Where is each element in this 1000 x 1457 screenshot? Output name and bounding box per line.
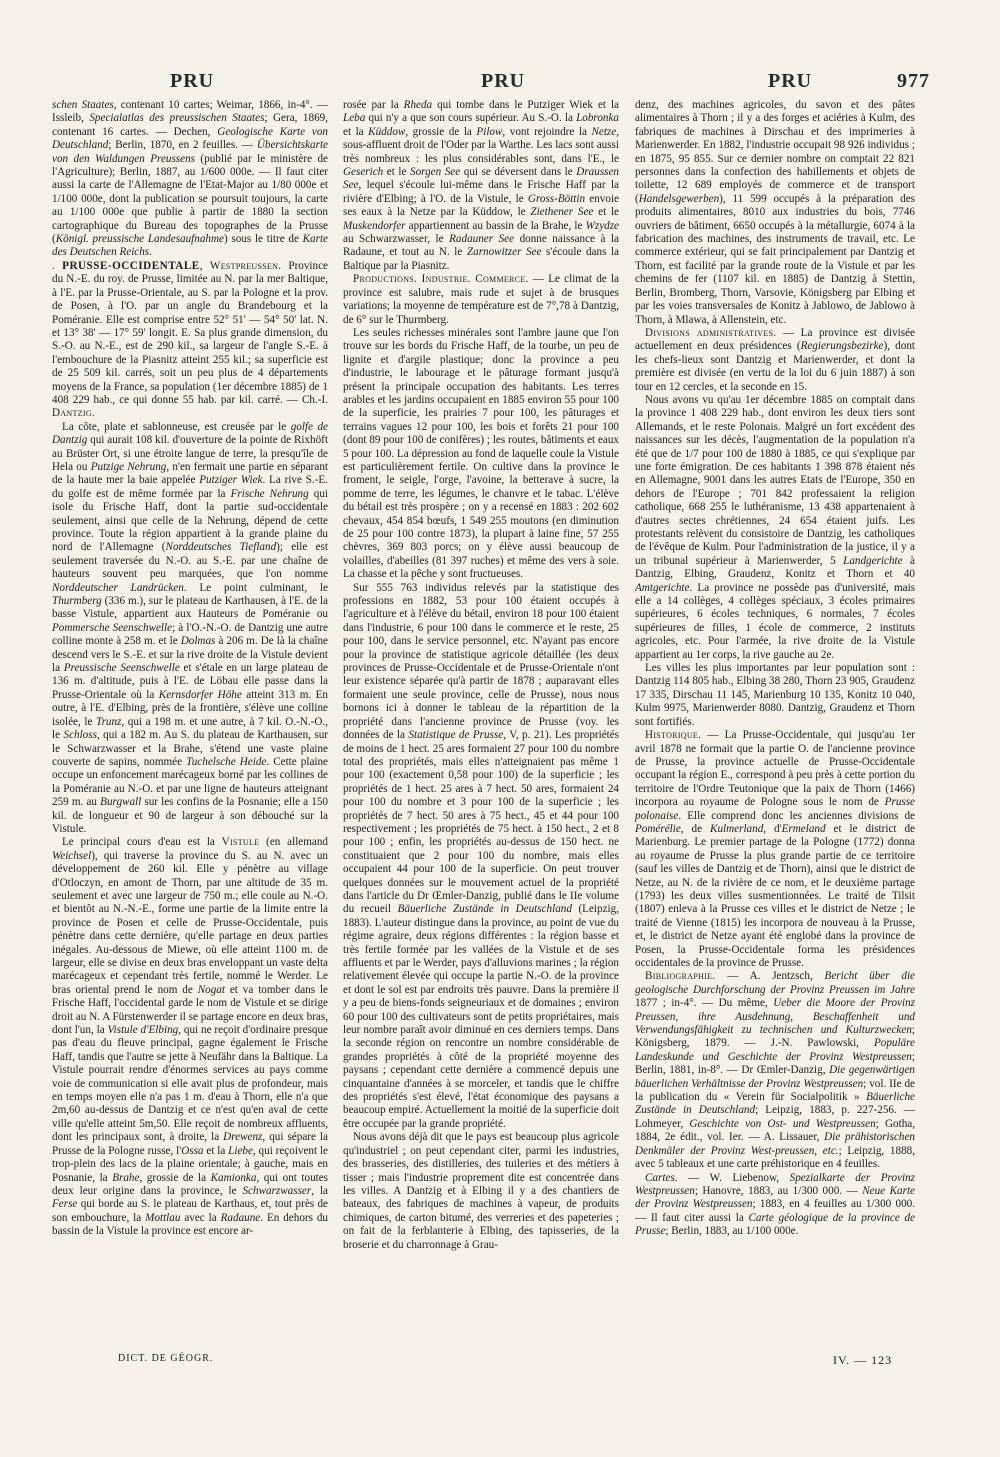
paragraph: . PRUSSE-OCCIDENTALE, Westpreussen. Province du N.-E. du roy. de Prusse, limitée au N. par la mer Baltique, à l'E. par la Prusse-Orientale, au S. par la Pologne et la prov. de Posen, à l'O. par un angle du Brandebourg et la Poméranie. Elle est comprise entre 52° 51' — 54° 50' lat. N. et 13° 38' — 17° 59' longit. E. Sa plus grande dimension, du S.-O. au N.-E., est de 290 kil., sa largeur de l'angle S.-E. à l'embouchure de la Piasnitz atteint 255 kil.; sa superficie est de 25 509 kil. carrés, soit un peu plus de 4 départements moyens de la France, sa population (1er décembre 1885) de 1 408 229 hab., ce qui donne 55 hab. par kil. carré. — Ch.-I. Dantzig.	[52, 259, 328, 420]
paragraph: Historique. — La Prusse-Occidentale, qui jusqu'au 1er avril 1878 ne formait que la partie O. de l'ancienne province de Prusse, la province actuelle de Prusse-Occidentale occupant la région E., correspond à peu près à cette portion du territoire de l'Ordre Teutonique que la paix de Thorn (1466) incorpora au royaume de Pologne sous le nom de Prusse polonaise. Elle comprend donc les anciennes divisions de Pomérélie, de Kulmerland, d'Ermeland et le district de Marienburg. Le premier partage de la Pologne (1772) donna au royaume de Prusse la plus grande partie de ce territoire (sauf les villes de Dantzig et de Thorn), ainsi que le district de Netze, au N. de la rivière de ce nom, et le deuxième partage (1793) les deux villes susmentionnées. Le traité de Tilsit (1807) enleva à la Prusse ces villes et le district de Netze ; le traité de Vienne (1815) les incorpora de nouveau à la Prusse, et, le district de Netze ayant été englobé dans la province de Posen, la Prusse-Occidentale forma les présidences occidentales de la province de Prusse.	[635, 729, 915, 969]
paragraph: Productions. Industrie. Commerce. — Le climat de la province est salubre, mais rude et sujet à de brusques variations; la moyenne de température est de 7°,78 à Dantzig, de 6° sur le Thurmberg.	[343, 273, 619, 326]
footer-signature: DICT. DE GÉOGR.	[118, 1353, 214, 1364]
paragraph: Nous avons déjà dit que le pays est beaucoup plus agricole qu'industriel ; on peut cependant citer, parmi les industries, des brasseries, des distilleries, des tuileries et des métiers à tisser ; mais l'industrie proprement dite est concentrée dans les villes. A Dantzig et à Elbing il y a des chantiers de bateaux, des fabriques de machines à vapeur, de produits chimiques, de carton bitumé, des verreries et des papeteries ; on fait de la ferblanterie à Elbing, des tapisseries, de la broserie et du charronnage à Grau-	[343, 1131, 619, 1251]
paragraph: Le principal cours d'eau est la Vistule (en allemand Weichsel), qui traverse la province du S. au N. avec un développement de 260 kil. Elle y pénètre au village d'Otloczyn, en amont de Thorn, par une altitude de 35 m. seulement et avec une largeur de 750 m.; elle coule au N.-O. et bientôt au N.-N.-E., forme une partie de la limite entre la province de Posen et celle de Prusse-Occidentale, puis pénètre dans cette dernière, qu'elle partage en deux parties inégales. Au-dessous de Miewe, où elle atteint 1100 m. de largeur, elle se divise en deux bras enveloppant un vaste delta marécageux et cependant très fertile, nommé le Werder. Le bras oriental prend le nom de Nogat et va tomber dans le Frische Haff, l'occidental garde le nom de Vistule et se dirige droit au N. A Fürstenwerder il se partage encore en deux bras, dont l'un, la Vistule d'Elbing, qui ne reçoit d'ordinaire presque pas d'eau du fleuve principal, gagne également le Frische Haff, tandis que l'autre se jette à Neufähr dans la Baltique. La Vistule pourrait rendre d'énormes services au pays comme voie de communication si elle avait plus de profondeur, mais en temps moyen elle n'a pas 1 m. d'eau à Thorn, elle n'a que 2m,60 au-dessus de Dantzig et ce n'est qu'en aval de cette ville qu'elle atteint 5m,50. Elle reçoit de nombreux affluents, dont les principaux sont, à droite, la Drewenz, qui sépare la Prusse de la Pologne russe, l'Ossa et la Liebe, qui reçoivent le trop-plein des lacs de la plaine orientale; à gauche, mais en Posnanie, la Brahe, grossie de la Kamionka, qui ont toutes deux leur origine dans la province, le Schwarzwasser, la Ferse qui borde au S. le plateau de Karthaus, et, tout près de son embouchure, la Mottlau avec la Radaune. En dehors du bassin de la Vistule la province est encore ar-	[52, 836, 329, 1238]
paragraph: Divisions administratives. — La province est divisée actuellement en deux présidences (Regierungsbezirke), dont les chefs-lieux sont Dantzig et Marienwerder, et dont la première est divisée (en vertu de la loi du 6 juin 1887) à son tour en 12 cercles, et la seconde en 15.	[635, 326, 915, 393]
paragraph: rosée par la Rheda qui tombe dans le Putziger Wiek et la Leba qui n'y a que son cours supérieur. Au S.-O. la Lobronka et la Küddow, grossie de la Pilow, vont rejoindre la Netze, sous-affluent droit de l'Oder par la Warthe. Les lacs sont aussi très nombreux : les plus considérables sont, dans l'E., le Geserich et le Sorgen See qui se déversent dans le Draussen See, lequel s'écoule lui-même dans le Frische Haff par la rivière d'Elbing; à l'O. de la Vistule, le Gross-Böttin envoie ses eaux à la Netze par la Küddow, le Ziethener See et le Muskendorfer appartiennent au bassin de la Brahe, le Wzydze au Schwarzwasser, le Radauner See donne naissance à la Radaune, et tout au N. le Zarnowitzer See s'écoule dans la Baltique par la Piasnitz.	[343, 99, 620, 272]
running-head-middle: PRU	[481, 70, 526, 92]
paragraph: Bibliographie. — A. Jentzsch, Bericht über die geologische Durchforschung der Provinz Preussen im Jahre 1877 ; in-4°. — Du même, Ueber die Moore der Provinz Preussen, ihre Ausdehnung, Beschaffenheit und Verwendungsfähigkeit zu technischen und Kulturzwecken; Königsberg, 1879. — J.-N. Pawlowski, Populäre Landeskunde und Geschichte der Provinz Westpreussen; Berlin, 1881, in-8°. — Dr Œmler-Danzig, Die gegenwärtigen bäuerlichen Verhältnisse der Provinz Westpreussen; vol. IIe de la publication du « Verein für Socialpolitik » Bäuerliche Zustände in Deutschland; Leipzig, 1883, p. 227-256. — Lohmeyer, Geschichte von Ost- und Westpreussen; Gotha, 1884, 2e édit., vol. Ier. — A. Lissauer, Die prähistorischen Denkmäler der Provinz West-preussen, etc.; Leipzig, 1888, avec 5 tableaux et une carte préhistorique en 4 feuilles.	[635, 970, 916, 1171]
paragraph: La côte, plate et sablonneuse, est creusée par le golfe de Dantzig qui aurait 108 kil. d'ouverture de la pointe de Rixhöft au Brüster Ort, si une étroite langue de terre, la presqu'île de Hela ou Putzige Nehrung, n'en fermait une partie en séparant de la haute mer la baie appelée Putziger Wiek. La rive S.-E. du golfe est de même formée par la Frische Nehrung qui isole du Frische Haff, dont la partie sud-occidentale seulement, ainsi que celle de la Nehrung, dépend de cette province. Toute la région appartient à la grande plaine du nord de l'Allemagne (Norddeutsches Tiefland); elle est seulement traversée du N.-O. au S.-E. par une chaîne de hauteurs souvent peu marquées, que l'on nomme Norddeutscher Landrücken. Le point culminant, le Thurmberg (336 m.), sur le plateau de Karthausen, à l'E. de la basse Vistule, appartient aux Hauteurs de Poméranie ou Pommersche Seenschwelle; à l'O.-N.-O. de Dantzig une autre colline monte à 258 m. et le Dolmas à 206 m. De là la chaîne descend vers le S.-E. et sur la rive droite de la Vistule devient la Preussische Seenschwelle et s'étale en un large plateau de 136 m. d'altitude, puis à l'E. de Löbau elle passe dans la Prusse-Orientale où la Kernsdorfer Höhe atteint 313 m. En outre, à l'E. d'Elbing, près de la frontière, s'élève une colline isolée, le Trunz, qui a 198 m. et une autre, à 7 kil. O.-N.-O., le Schloss, qui a 182 m. Au S. du plateau de Karthausen, sur le Schwarzwasser et la Brahe, s'étend une vaste plaine couverte de sapins, nommée Tuchelsche Heide. Cette plaine occupe un enfoncement marécageux borné par les collines de la Poméranie au N.-O. et par une ligne de hauteurs atteignant 259 m. au Burgwall sur les confins de la Posnanie; elle a 150 kil. de longueur et 90 de largeur à son débouché sur la Vistule.	[52, 420, 329, 835]
page-number: 977	[897, 70, 930, 92]
paragraph: Cartes. — W. Liebenow, Spezialkarte der Provinz Westpreussen; Hanovre, 1883, au 1/300 000. — Neue Karte der Provinz Westpreussen; 1883, en 4 feuilles au 1/300 000. — Il faut citer aussi la Carte géologique de la province de Prusse; Berlin, 1883, au 1/100 000e.	[635, 1171, 916, 1238]
text-column-2	[343, 99, 620, 1251]
paragraph: schen Staates, contenant 10 cartes; Weimar, 1866, in-4°. — Issleib, Specialatlas des preussischen Staates; Gera, 1869, contenant 16 cartes. — Dechen, Geologische Karte von Deutschland; Berlin, 1870, en 2 feuilles. — Übersichtskarte von den Waldungen Preussens (publié par le ministère de l'Agriculture); Berlin, 1887, au 1/600 000e. — Il faut citer aussi la carte de l'Allemagne de l'Etat-Major au 1/80 000e et 1/100 000e, dont la publication se poursuit toujours, la carte au 1/100 000e que publie à partir de 1880 la section cartographique du Bureau des topographes de la Prusse (Königl. preussische Landesaufnahme) sous le titre de Karte des Deutschen Reichs.	[52, 99, 329, 259]
text-column-3	[635, 99, 916, 1238]
paragraph: Nous avons vu qu'au 1er décembre 1885 on comptait dans la province 1 408 229 hab., dont environ les deux tiers sont Allemands, et le reste Polonais. Malgré un fort excédent des naissances sur les décès, l'augmentation de la population n'a été que de 1/7 pour 100 de 1880 à 1885, ce qui s'explique par une forte émigration. De ces habitants 1 398 878 étaient nés en Allemagne, 9001 dans les autres Etats de l'Europe, 350 en dehors de l'Europe ; 701 842 professaient la religion catholique, 668 255 le luthéranisme, 13 438 appartenaient à d'autres sectes chrétiennes, 24 654 étaient juifs. Les protestants relèvent du consistoire de Dantzig, les catholiques de l'évêque de Kulm. Pour l'administration de la justice, il y a un tribunal supérieur à Marienwerder, 5 Landgerichte à Dantzig, Elbing, Graudenz, Konitz et Thorn et 40 Amtgerichte. La province ne possède pas d'université, mais elle a 14 collèges, 4 collèges spéciaux, 3 écoles primaires supérieures, 6 écoles techniques, 6 normales, 7 écoles supérieures de filles, 1 école de commerce, 2 instituts agricoles, etc. Pour l'armée, la rive droite de la Vistule appartient au 1er corps, la rive gauche au 2e.	[635, 393, 915, 661]
paragraph: Les villes les plus importantes par leur population sont : Dantzig 114 805 hab., Elbing 38 280, Thorn 23 905, Graudenz 17 335, Dirschau 11 145, Marienburg 10 135, Konitz 10 040, Kulm 9975, Marienwerder 8080. Dantzig, Graudenz et Thorn sont fortifiés.	[635, 662, 915, 728]
paragraph: denz, des machines agricoles, du savon et des pâtes alimentaires à Thorn ; il y a des forges et aciéries à Kulm, des fabriques de machines à Dirschau et des imprimeries à Marienwerder. En 1882, l'industrie occupait 98 926 individus ; en 1875, 95 855. Sur ce dernier nombre on comptait 22 821 personnes dans la confection des habillements et objets de toilette, 12 689 employés de commerce et de transport (Handelsgewerben), 11 599 occupés à la préparation des produits alimentaires, 8010 aux industries du bois, 7746 ouvriers de bâtiment, 6650 occupés à la métallurgie, 6074 à la fabrication des machines, des instruments de travail, etc. Le commerce extérieur, qui se fait principalement par Dantzig et Thorn, est facilité par la grande route de la Vistule et par les chemins de fer (1107 kil. en 1885) de Dantzig à Stettin, Berlin, Bromberg, Thorn, Varsovie, Königsberg par Elbing et par les voies transversales de Konitz à Jablowo, de Jablowo à Thorn, à Mlawa, à Allenstein, etc.	[635, 99, 915, 326]
text-column-1	[52, 99, 329, 1238]
paragraph: Sur 555 763 individus relevés par la statistique des professions en 1882, 53 pour 100 étaient occupés à l'agriculture et à l'élève du bétail, environ 18 pour 100 étaient dans l'industrie, 6 pour 100 dans le commerce et le reste, 25 pour 100, dans le service personnel, etc. N'ayant pas encore pour la province de statistique agricole détaillée (les deux provinces de Prusse-Occidentale et de Prusse-Orientale n'ont leur existence séparée qu'à partir de 1878 ; auparavant elles formaient une seule province, celle de Prusse), nous nous bornons ici à donner le tableau de la répartition de la propriété dans l'ancienne province de Prusse (voy. les données de la Statistique de Prusse, V, p. 21). Les propriétés de moins de 1 hect. 25 ares formaient 27 pour 100 du nombre total des propriétés, mais elles n'atteignaient pas même 1 pour 100 (exactement 0,58 pour 100) de la superficie ; les propriétés de 1 hect. 25 ares à 7 hect. 50 ares, formaient 24 pour 100 du nombre et 3 pour 100 de la superficie ; les propriétés de 7 hect. 50 ares à 75 hect., 45 et 44 pour 100 respectivement ; les propriétés de 75 hect. à 150 hect., 2 et 8 pour 100 ; enfin, les propriétés au-dessus de 150 hect. ne constituaient que 2 pour 100 du nombre, mais elles occupaient 44 pour 100 de la superficie. On peut trouver quelques données sur le mouvement actuel de la propriété dans l'article du Dr Œmler-Danzig, publié dans le IIe volume du recueil Bäuerliche Zustände in Deutschland (Leipzig, 1883). L'auteur distingue dans la province, au point de vue du régime agraire, deux régions différentes : la région basse et très fertile formée par les vallées de la Vistule et de ses affluents et par le Werder, pays d'alluvions marines ; la région relativement élevée qui occupe la partie N.-O. de la province et dont le sol est par endroits très pauvre. Dans la première il y a peu de biens-fonds seigneuriaux et de domaines ; environ 60 pour 100 des cultivateurs sont de petits propriétaires, mais leur nombre paraît avoir diminué en ces derniers temps. Dans la seconde région on rencontre un nombre considérable de grandes propriétés à côté de la propriété moyenne des paysans ; cependant cette dernière a commencé depuis une cinquantaine d'années à se morceler, et tandis que le chiffre des propriétés s'est élevé, l'état économique des paysans a beaucoup empiré. Actuellement la moitié de la superficie doit être occupée par la grande propriété.	[343, 581, 620, 1130]
running-head-right: PRU	[768, 70, 813, 92]
running-head-left: PRU	[170, 70, 215, 92]
paragraph: Les seules richesses minérales sont l'ambre jaune que l'on trouve sur les bords du Frische Haff, de la tourbe, un peu de lignite et d'argile plastique; donc la province a peu d'industrie, le labourage et le pâturage formant jusqu'à présent la principale occupation des habitants. Les terres arables et les jardins occupaient en 1885 environ 55 pour 100 de la superficie, les prairies 7 pour 100, les pâturages et terrains vagues 12 pour 100, les bois et forêts 21 pour 100 (dont 89 pour 100 de conifères) ; les routes, bâtiments et eaux 5 pour 100. La dépression au fond de laquelle coule la Vistule est particulièrement fertile. On cultive dans la province le froment, le seigle, l'orge, l'avoine, la betterave à sucre, la pomme de terre, les légumes, le chanvre et le tabac. L'élève du bétail est très prospère ; on y a recensé en 1883 : 202 602 chevaux, 454 854 bœufs, 1 549 255 moutons (en diminution de 25 pour 100 contre 1873), la plupart à laine fine, 57 255 chèvres, 369 803 porcs; on y élève aussi beaucoup de volailles, d'abeilles (81 397 ruches) et même des vers à soie. La chasse et la pêche y sont fructueuses.	[343, 326, 619, 581]
footer-volume: IV. — 123	[833, 1353, 893, 1367]
